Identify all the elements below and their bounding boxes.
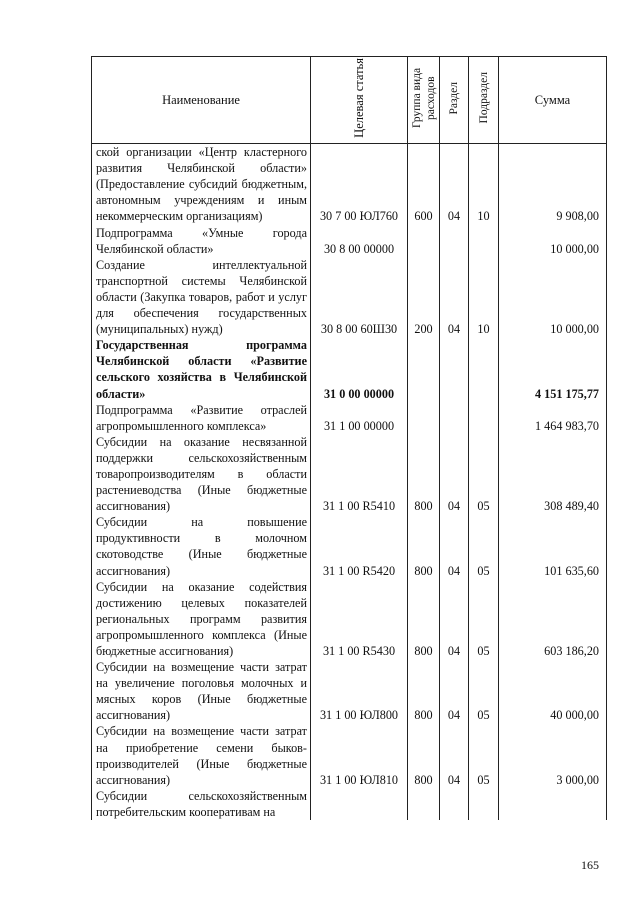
row-expense-group	[408, 788, 440, 820]
row-expense-group	[408, 225, 440, 257]
row-sum: 3 000,00	[499, 723, 607, 787]
row-name-cell	[92, 659, 311, 723]
table-header-row	[92, 57, 607, 144]
row-name-cell	[92, 257, 311, 337]
row-name-cell	[92, 402, 311, 434]
table-row	[92, 723, 607, 787]
row-sum: 101 635,60	[499, 514, 607, 578]
row-name-text: Государственная программа Челябинской области «Развитие сельского хозяйства в Челябинской области»	[96, 338, 307, 401]
table-row	[92, 659, 607, 723]
row-expense-group	[408, 402, 440, 434]
row-subsection: 05	[469, 659, 499, 723]
header-target: Целевая статья	[311, 57, 408, 144]
row-section: 04	[440, 659, 469, 723]
row-target-code: 30 7 00 ЮЛ760	[311, 144, 408, 225]
row-section	[440, 788, 469, 820]
row-target-code: 31 1 00 R5430	[311, 579, 408, 659]
table-row	[92, 579, 607, 659]
row-subsection: 10	[469, 144, 499, 225]
row-name-text: Субсидии на повышение продуктивности в молочном скотоводстве (Иные бюджетные ассигнования)	[96, 515, 307, 578]
row-name-text: Субсидии на возмещение части затрат на увеличение поголовья молочных и мясных коров (Иные бюджетные ассигнования)	[96, 660, 307, 723]
table-row	[92, 225, 607, 257]
header-name: Наименование	[92, 57, 311, 144]
row-sum: 10 000,00	[499, 225, 607, 257]
row-expense-group: 800	[408, 514, 440, 578]
row-name-text: Субсидии на возмещение части затрат на приобретение семени быков-производителей (Иные бюджетные ассигнования)	[96, 724, 307, 787]
row-sum	[499, 788, 607, 820]
row-section	[440, 225, 469, 257]
row-name-text: Субсидии на оказание содействия достижению целевых показателей региональных программ развития агропромышленного комплекса (Иные бюджетные ассигнования)	[96, 579, 307, 658]
row-name-cell	[92, 337, 311, 401]
table-row	[92, 337, 607, 401]
row-section: 04	[440, 144, 469, 225]
row-name-text: Подпрограмма «Умные города Челябинской области»	[96, 225, 307, 256]
row-subsection: 05	[469, 579, 499, 659]
table-row	[92, 257, 607, 337]
row-target-code: 31 1 00 R5420	[311, 514, 408, 578]
header-sum: Сумма	[499, 57, 607, 144]
row-subsection: 05	[469, 514, 499, 578]
row-section: 04	[440, 257, 469, 337]
row-name-cell	[92, 434, 311, 514]
row-target-code: 30 8 00 00000	[311, 225, 408, 257]
row-subsection: 10	[469, 257, 499, 337]
header-group: Группа вида расходов	[408, 57, 440, 144]
row-expense-group: 800	[408, 723, 440, 787]
row-target-code: 30 8 00 60Ш30	[311, 257, 408, 337]
row-name-cell	[92, 579, 311, 659]
table-row	[92, 434, 607, 514]
row-sum: 4 151 175,77	[499, 337, 607, 401]
row-sum: 40 000,00	[499, 659, 607, 723]
row-subsection	[469, 337, 499, 401]
row-section: 04	[440, 514, 469, 578]
row-section: 04	[440, 434, 469, 514]
row-subsection: 05	[469, 434, 499, 514]
row-subsection: 05	[469, 723, 499, 787]
row-sum: 10 000,00	[499, 257, 607, 337]
row-name-text: Субсидии на оказание несвязанной поддержки сельскохозяйственным товаропроизводителям в области растениеводства (Иные бюджетные ассигнования)	[96, 434, 307, 514]
row-section	[440, 337, 469, 401]
row-expense-group: 200	[408, 257, 440, 337]
page-number: 165	[581, 858, 599, 872]
row-section: 04	[440, 579, 469, 659]
row-name-cell	[92, 144, 311, 225]
header-section: Раздел	[440, 57, 469, 144]
row-target-code: 31 1 00 ЮЛ810	[311, 723, 408, 787]
row-name-cell	[92, 788, 311, 820]
row-section	[440, 402, 469, 434]
row-sum: 9 908,00	[499, 144, 607, 225]
row-name-cell	[92, 225, 311, 257]
row-target-code: 31 1 00 R5410	[311, 434, 408, 514]
row-expense-group: 800	[408, 434, 440, 514]
budget-table	[91, 56, 607, 820]
row-target-code: 31 0 00 00000	[311, 337, 408, 401]
row-target-code	[311, 788, 408, 820]
table-row	[92, 402, 607, 434]
row-expense-group: 600	[408, 144, 440, 225]
row-section: 04	[440, 723, 469, 787]
row-expense-group	[408, 337, 440, 401]
row-sum: 603 186,20	[499, 579, 607, 659]
row-target-code: 31 1 00 00000	[311, 402, 408, 434]
row-expense-group: 800	[408, 659, 440, 723]
row-sum: 308 489,40	[499, 434, 607, 514]
row-subsection	[469, 225, 499, 257]
table-row	[92, 144, 607, 225]
header-subsection: Подраздел	[469, 57, 499, 144]
row-target-code: 31 1 00 ЮЛ800	[311, 659, 408, 723]
row-subsection	[469, 788, 499, 820]
table-row	[92, 514, 607, 578]
row-expense-group: 800	[408, 579, 440, 659]
row-sum: 1 464 983,70	[499, 402, 607, 434]
row-subsection	[469, 402, 499, 434]
row-name-text: ской организации «Центр кластерного развития Челябинской области» (Предоставление субсидий бюджетным, автономным учреждениям и иным некоммерческим организациям)	[96, 145, 307, 224]
row-name-cell	[92, 723, 311, 787]
row-name-cell	[92, 514, 311, 578]
table-row	[92, 788, 607, 820]
row-name-text: Подпрограмма «Развитие отраслей агропромышленного комплекса»	[96, 402, 307, 433]
row-name-text: Создание интеллектуальной транспортной системы Челябинской области (Закупка товаров, работ и услуг для обеспечения государственных (муниципальных) нужд)	[96, 257, 307, 337]
row-name-text: Субсидии сельскохозяйственным потребительским кооперативам на	[96, 788, 307, 819]
